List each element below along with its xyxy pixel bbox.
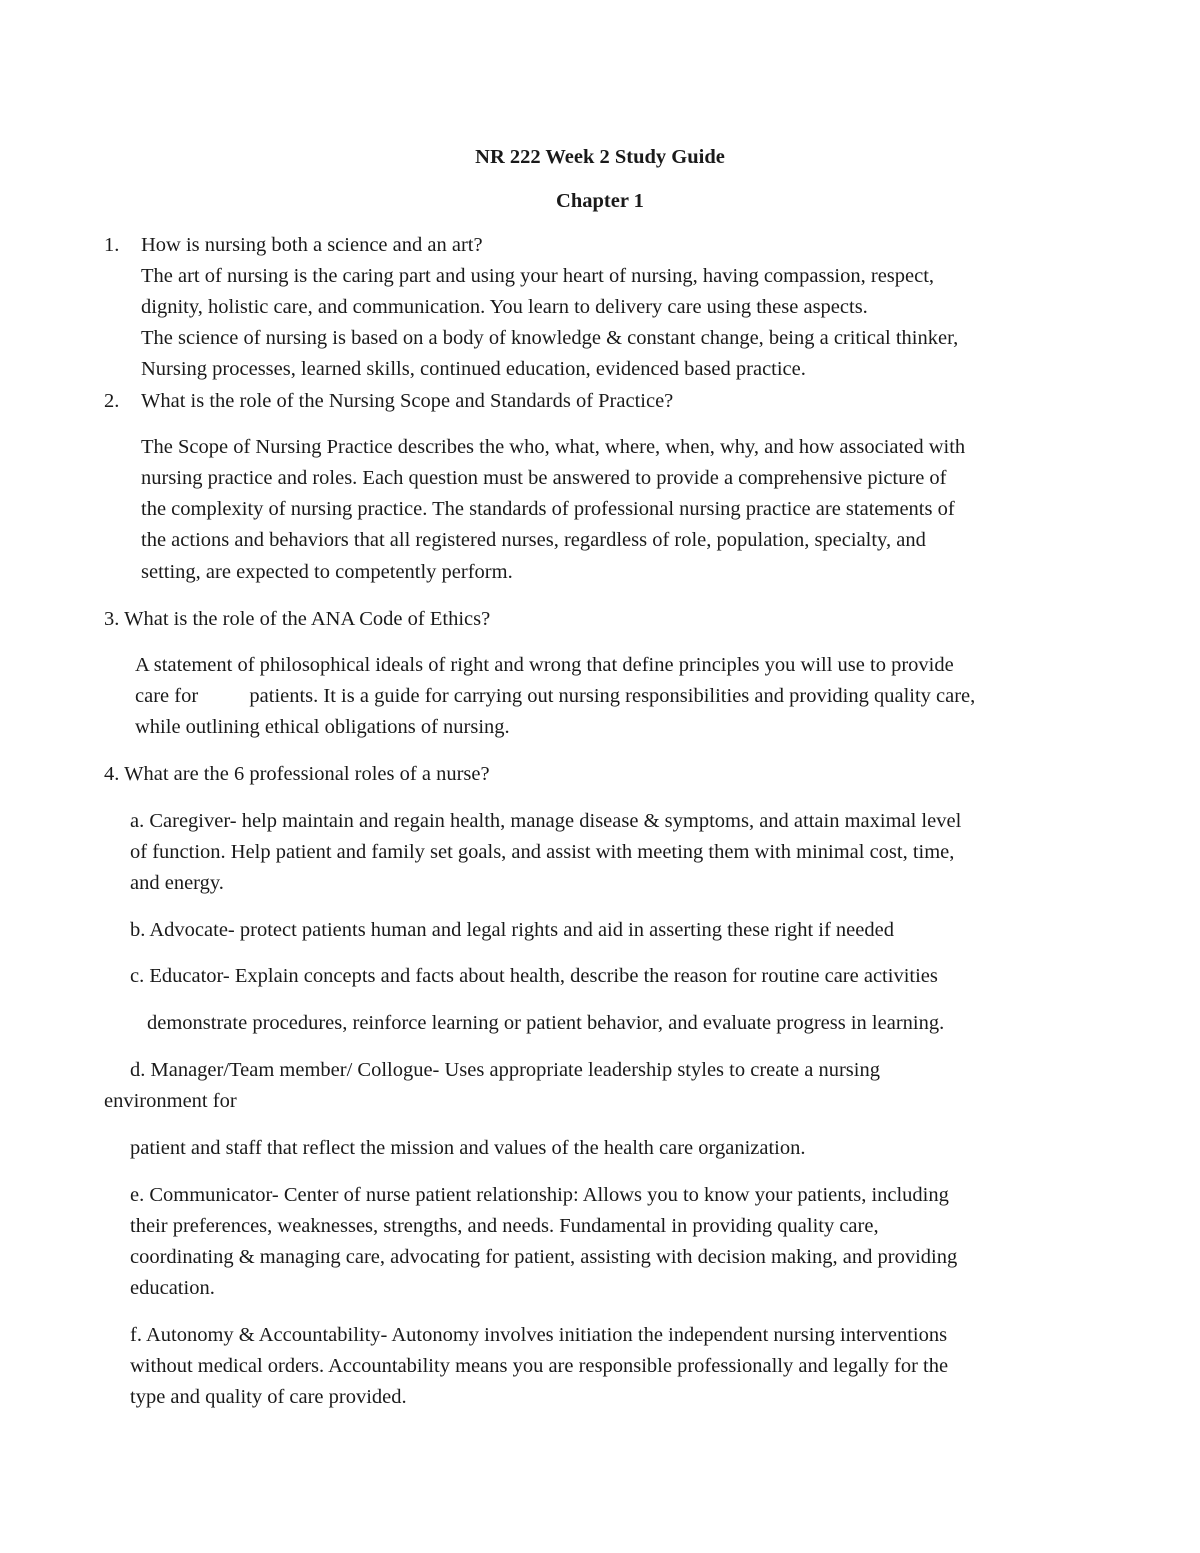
role-advocate-line: b. Advocate- protect patients human and legal rights and aid in asserting these right if needed	[130, 919, 894, 941]
question-2-answer-line: nursing practice and roles. Each question must be answered to provide a comprehensive picture of	[141, 467, 947, 489]
role-caregiver-line: a. Caregiver- help maintain and regain health, manage disease & symptoms, and attain maximal level	[130, 810, 962, 832]
question-2-text: What is the role of the Nursing Scope and Standards of Practice?	[141, 390, 674, 412]
question-2-answer-line: The Scope of Nursing Practice describes the who, what, where, when, why, and how associated with	[141, 436, 966, 458]
question-1-answer-line: The science of nursing is based on a body of knowledge & constant change, being a critical thinker,	[141, 327, 959, 349]
role-educator-line: c. Educator- Explain concepts and facts about health, describe the reason for routine care activities	[130, 965, 938, 987]
role-communicator-line: their preferences, weaknesses, strengths, and needs. Fundamental in providing quality care,	[130, 1215, 879, 1237]
role-autonomy-line: without medical orders. Accountability means you are responsible professionally and legally for the	[130, 1355, 949, 1377]
role-communicator-line: coordinating & managing care, advocating for patient, assisting with decision making, and providing	[130, 1246, 958, 1268]
role-manager-line: environment for	[104, 1090, 237, 1112]
question-4-text: 4. What are the 6 professional roles of a nurse?	[104, 763, 490, 785]
role-autonomy-line: type and quality of care provided.	[130, 1386, 407, 1408]
role-communicator-line: education.	[130, 1277, 215, 1299]
document-title: NR 222 Week 2 Study Guide	[475, 146, 725, 168]
question-1-number: 1.	[104, 234, 120, 256]
question-2-number: 2.	[104, 390, 120, 412]
question-1-answer-line: dignity, holistic care, and communication. You learn to delivery care using these aspects.	[141, 296, 868, 318]
role-autonomy-line: f. Autonomy & Accountability- Autonomy involves initiation the independent nursing interventions	[130, 1324, 948, 1346]
question-3-answer-line: A statement of philosophical ideals of right and wrong that define principles you will use to provide	[135, 654, 954, 676]
question-2-answer-line: the actions and behaviors that all registered nurses, regardless of role, population, specialty, and	[141, 529, 926, 551]
role-manager-line: d. Manager/Team member/ Collogue- Uses appropriate leadership styles to create a nursing	[130, 1059, 880, 1081]
role-communicator-line: e. Communicator- Center of nurse patient relationship: Allows you to know your patients, including	[130, 1184, 949, 1206]
question-3-answer-line: care for patients. It is a guide for carrying out nursing responsibilities and providing quality care,	[135, 685, 976, 707]
question-2-answer-line: setting, are expected to competently perform.	[141, 561, 513, 583]
role-educator-line: demonstrate procedures, reinforce learning or patient behavior, and evaluate progress in learning.	[147, 1012, 945, 1034]
role-caregiver-line: of function. Help patient and family set goals, and assist with meeting them with minimal cost, time,	[130, 841, 955, 863]
question-3-answer-line: while outlining ethical obligations of nursing.	[135, 716, 510, 738]
chapter-heading: Chapter 1	[556, 190, 644, 212]
question-1-answer-line: Nursing processes, learned skills, continued education, evidenced based practice.	[141, 358, 806, 380]
role-manager-line: patient and staff that reflect the mission and values of the health care organization.	[130, 1137, 806, 1159]
role-caregiver-line: and energy.	[130, 872, 224, 894]
question-1-answer-line: The art of nursing is the caring part and using your heart of nursing, having compassion, respect,	[141, 265, 935, 287]
question-3-text: 3. What is the role of the ANA Code of Ethics?	[104, 608, 491, 630]
question-1-text: How is nursing both a science and an art?	[141, 234, 483, 256]
question-2-answer-line: the complexity of nursing practice. The standards of professional nursing practice are statements of	[141, 498, 955, 520]
